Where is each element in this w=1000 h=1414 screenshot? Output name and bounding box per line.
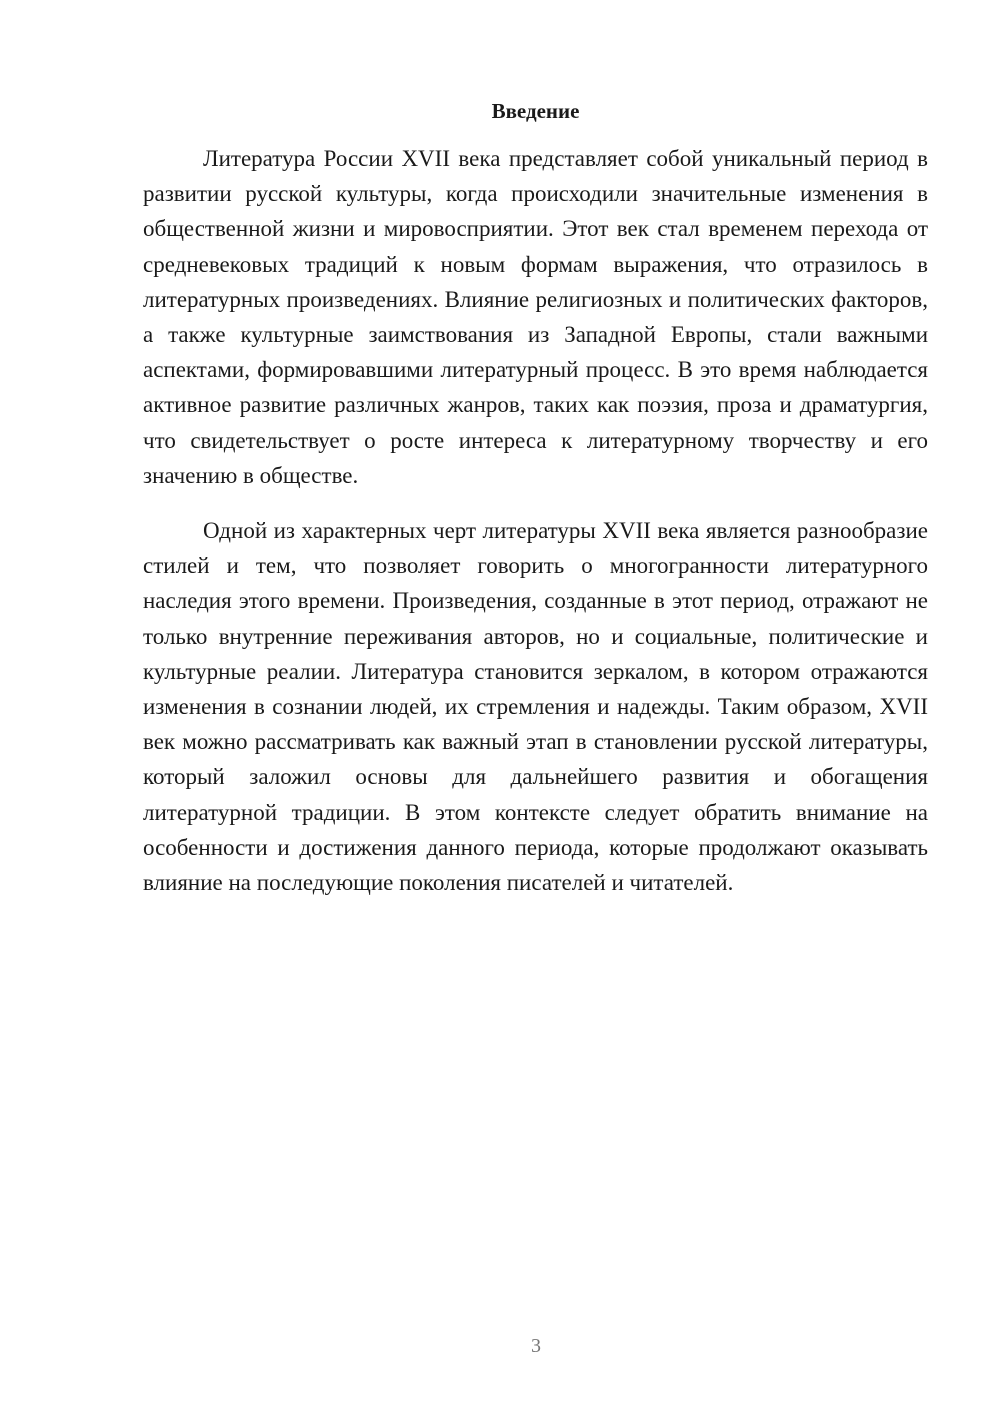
paragraph-1: Литература России XVII века представляет собой уникальный период в развитии русской культуры, когда происходили значительные изменения в общественной жизни и мировосприятии. Этот век стал временем перехода от средневековых традиций к новым формам выражения, что отразилось в литературных произведениях. Влияние религиозных и политических факторов, а также культурные заимствования из Западной Европы, стали важными аспектами, формировавшими литературный процесс. В это время наблюдается активное развитие различных жанров, таких как поэзия, проза и драматургия, что свидетельствует о росте интереса к литературному творчеству и его значению в обществе. xyxy=(143,146,928,488)
page-title: Введение xyxy=(491,99,580,123)
paragraph-2: Одной из характерных черт литературы XVII века является разнообразие стилей и тем, что позволяет говорить о многогранности литературного наследия этого времени. Произведения, созданные в этот период, отражают не только внутренние переживания авторов, но и социальные, политические и культурные реалии. Литература становится зеркалом, в котором отражаются изменения в сознании людей, их стремления и надежды. Таким образом, XVII век можно рассматривать как важный этап в становлении русской литературы, который заложил основы для дальнейшего развития и обогащения литературной традиции. В этом контексте следует обратить внимание на особенности и достижения данного периода, которые продолжают оказывать влияние на последующие поколения писателей и читателей. xyxy=(143,518,928,896)
page-number: 3 xyxy=(531,1335,541,1357)
body-text xyxy=(143,141,928,900)
